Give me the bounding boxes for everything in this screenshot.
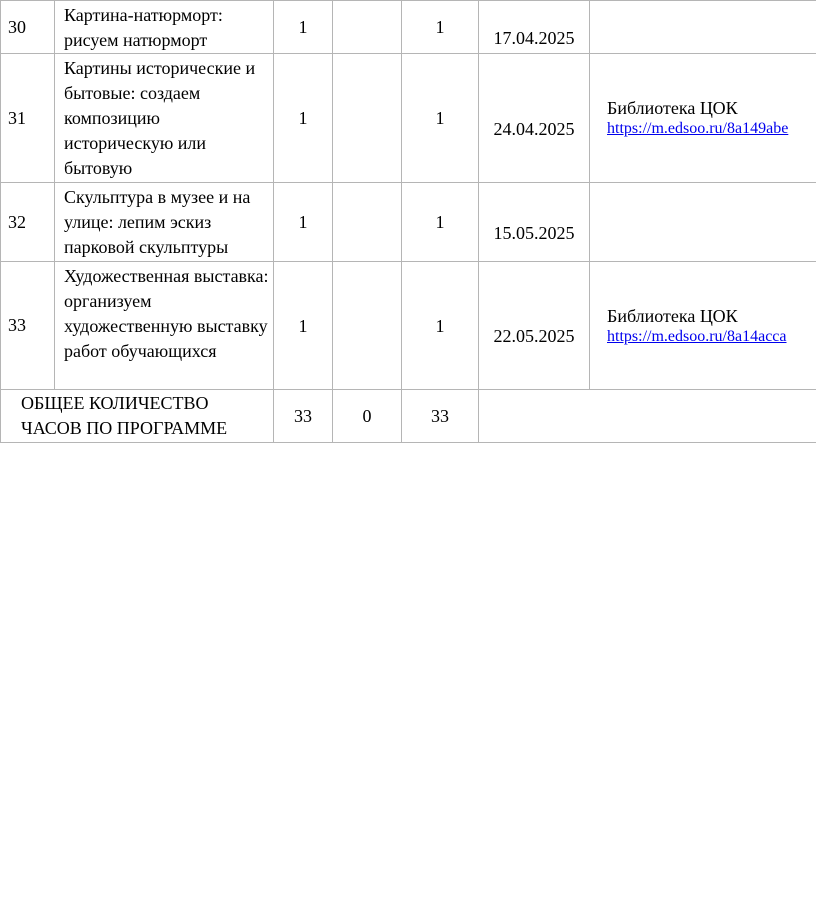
lesson-date: 24.04.2025 <box>479 54 590 183</box>
lesson-number: 32 <box>1 183 55 262</box>
resource-cell <box>590 262 816 390</box>
hours-total: 1 <box>274 262 333 390</box>
hours-control <box>333 262 402 390</box>
hours-control <box>333 183 402 262</box>
resource-link[interactable]: https://m.edsoo.ru/8a14acca <box>607 327 787 345</box>
lesson-date: 17.04.2025 <box>479 1 590 54</box>
summary-total-hours: 33 <box>274 390 333 443</box>
summary-control-hours: 0 <box>333 390 402 443</box>
lesson-number: 30 <box>1 1 55 54</box>
hours-control <box>333 1 402 54</box>
lesson-date: 22.05.2025 <box>479 262 590 390</box>
resource-cell <box>590 1 816 54</box>
resource-title: Библиотека ЦОК <box>607 305 738 326</box>
lesson-topic: Картины исторические и бытовые: создаем композицию историческую или бытовую <box>55 54 274 183</box>
resource-cell <box>590 183 816 262</box>
resource-cell <box>590 54 816 183</box>
resource-link[interactable]: https://m.edsoo.ru/8a149abe <box>607 120 789 137</box>
table-row <box>1 54 816 183</box>
lesson-number: 33 <box>1 262 55 390</box>
lesson-number: 31 <box>1 54 55 183</box>
summary-row <box>1 390 816 443</box>
table-row <box>1 183 816 262</box>
table-row <box>1 1 816 54</box>
summary-empty-cell <box>479 390 816 443</box>
lesson-topic: Художественная выставка: организуем художественную выставку работ обучающихся <box>55 262 274 390</box>
hours-total: 1 <box>274 54 333 183</box>
resource-title: Библиотека ЦОК <box>607 98 738 118</box>
summary-practice-hours: 33 <box>402 390 479 443</box>
lesson-topic: Скульптура в музее и на улице: лепим эскиз парковой скульптуры <box>55 183 274 262</box>
hours-practice: 1 <box>402 54 479 183</box>
hours-total: 1 <box>274 183 333 262</box>
summary-label: ОБЩЕЕ КОЛИЧЕСТВО ЧАСОВ ПО ПРОГРАММЕ <box>1 390 274 443</box>
hours-practice: 1 <box>402 1 479 54</box>
hours-total: 1 <box>274 1 333 54</box>
lesson-date: 15.05.2025 <box>479 183 590 262</box>
hours-practice: 1 <box>402 183 479 262</box>
table-row <box>1 262 816 390</box>
lesson-topic: Картина-натюрморт: рисуем натюрморт <box>55 1 274 54</box>
lesson-plan-table <box>0 0 816 443</box>
hours-practice: 1 <box>402 262 479 390</box>
hours-control <box>333 54 402 183</box>
